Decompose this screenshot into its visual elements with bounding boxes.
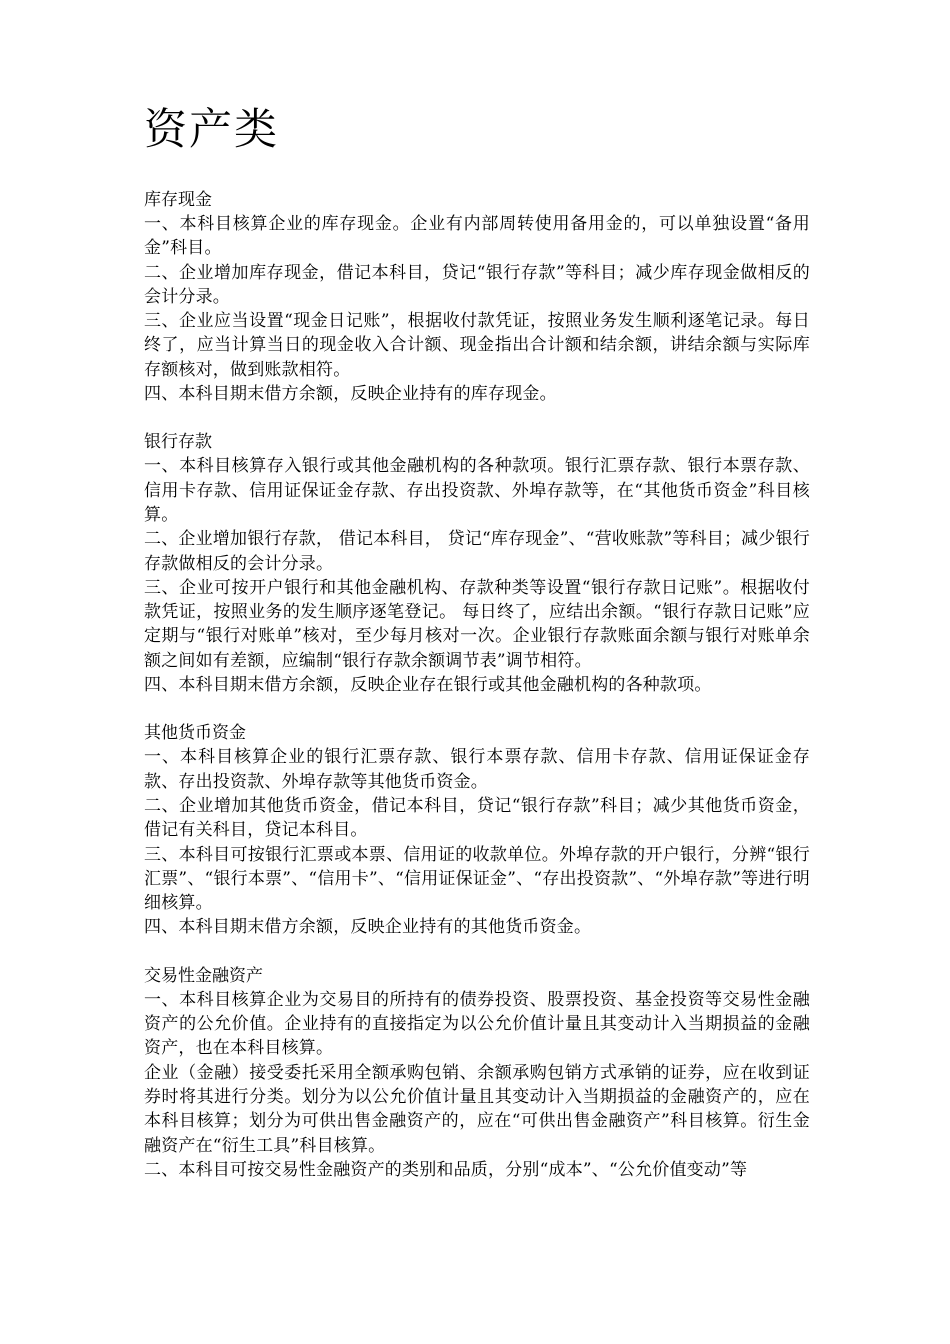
section-cash-on-hand <box>144 188 810 406</box>
paragraph: 一、本科目核算企业的库存现金。企业有内部周转使用备用金的，可以单独设置“备用金”科目。 <box>144 214 810 259</box>
paragraph: 三、企业应当设置“现金日记账”，根据收付款凭证，按照业务发生顺利逐笔记录。每日终了，应当计算当日的现金收入合计额、现金指出合计额和结余额，讲结余额与实际库存额核对，做到账款相符。 <box>144 311 810 380</box>
paragraph: 二、企业增加库存现金，借记本科目，贷记“银行存款”等科目；减少库存现金做相反的会计分录。 <box>144 262 810 307</box>
paragraph: 企业（金融）接受委托采用全额承购包销、余额承购包销方式承销的证券，应在收到证券时将其进行分类。划分为以公允价值计量且其变动计入当期损益的金融资产的，应在本科目核算；划分为可供出售金融资产的，应在“可供出售金融资产”科目核算。衍生金融资产在“衍生工具”科目核算。 <box>144 1062 810 1156</box>
paragraph: 一、本科目核算存入银行或其他金融机构的各种款项。银行汇票存款、银行本票存款、信用卡存款、信用证保证金存款、存出投资款、外埠存款等，在“其他货币资金”科目核算。 <box>144 456 810 525</box>
section-heading: 其他货币资金 <box>144 723 246 744</box>
section-other-monetary-funds <box>144 721 810 939</box>
paragraph: 三、企业可按开户银行和其他金融机构、存款种类等设置“银行存款日记账”。根据收付款凭证，按照业务的发生顺序逐笔登记。 每日终了，应结出余额。“银行存款日记账”应定期与“银行对账单”核对，至少每月核对一次。企业银行存款账面余额与银行对账单余额之间如有差额，应编制“银行存款余额调节表”调节相符。 <box>144 577 810 671</box>
paragraph: 四、本科目期末借方余额，反映企业持有的其他货币资金。 <box>144 917 592 938</box>
section-heading: 交易性金融资产 <box>144 965 263 986</box>
document-page <box>144 100 810 1206</box>
paragraph: 四、本科目期末借方余额，反映企业存在银行或其他金融机构的各种款项。 <box>144 675 712 696</box>
paragraph: 一、本科目核算企业的银行汇票存款、银行本票存款、信用卡存款、信用证保证金存款、存出投资款、外埠存款等其他货币资金。 <box>144 747 810 792</box>
paragraph: 二、企业增加其他货币资金，借记本科目，贷记“银行存款”科目；减少其他货币资金，借记有关科目，贷记本科目。 <box>144 795 810 841</box>
paragraph: 二、本科目可按交易性金融资产的类别和品质，分别“成本”、“公允价值变动”等 <box>144 1159 748 1180</box>
paragraph: 一、本科目核算企业为交易目的所持有的债券投资、股票投资、基金投资等交易性金融资产的公允价值。企业持有的直接指定为以公允价值计量且其变动计入当期损益的金融资产，也在本科目核算。 <box>144 989 810 1059</box>
section-bank-deposits <box>144 430 810 697</box>
paragraph: 四、本科目期末借方余额，反映企业持有的库存现金。 <box>144 384 557 405</box>
paragraph: 三、本科目可按银行汇票或本票、信用证的收款单位。外埠存款的开户银行，分辨“银行汇票”、“银行本票”、“信用卡”、“信用证保证金”、“存出投资款”、“外埠存款”等进行明细核算。 <box>144 844 810 914</box>
section-trading-financial-assets <box>144 964 810 1182</box>
page-title: 资产类 <box>144 105 279 155</box>
section-heading: 银行存款 <box>144 432 212 453</box>
section-heading: 库存现金 <box>144 190 212 210</box>
paragraph: 二、企业增加银行存款， 借记本科目， 贷记“库存现金”、“营收账款”等科目；减少银行存款做相反的会计分录。 <box>144 529 810 574</box>
